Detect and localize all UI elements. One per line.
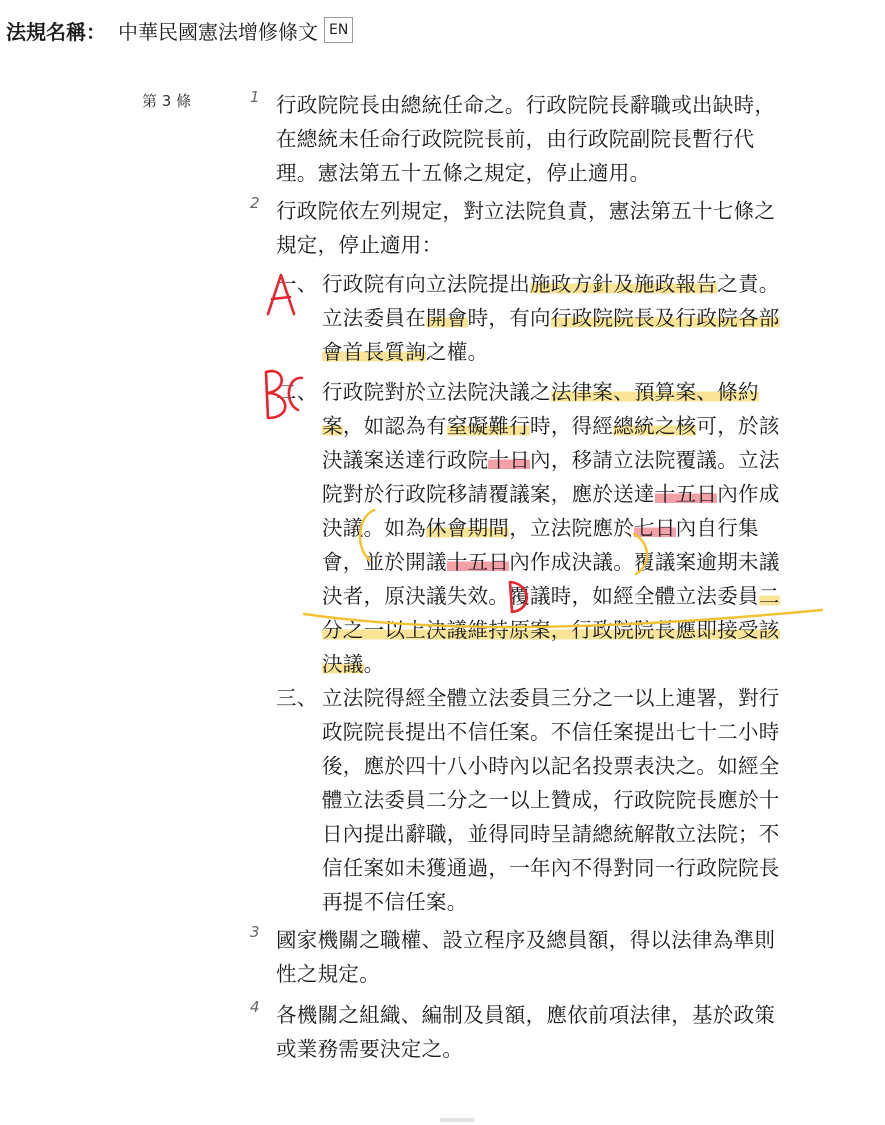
- text-segment: 後，應於四十八小時內以記名投票表決之。如經全: [322, 754, 780, 778]
- item-2-text: [322, 375, 780, 681]
- text-segment: 再提不信任案。: [322, 890, 468, 914]
- text-segment: 體立法委員二分之一以上贊成，行政院院長應於十: [322, 788, 780, 812]
- law-name-label: 法規名稱：: [6, 19, 106, 44]
- item-line: [322, 409, 780, 443]
- text-segment: 時，有向: [467, 306, 551, 330]
- paragraph-line: 規定，停止適用：: [276, 233, 443, 257]
- item-line: [322, 443, 780, 477]
- item-line: [322, 783, 780, 817]
- item-3-text: [322, 681, 780, 919]
- law-name-title: 中華民國憲法增修條文: [118, 19, 318, 44]
- item-line: [322, 681, 780, 715]
- item-line: [322, 715, 780, 749]
- paragraph-4: [276, 998, 775, 1066]
- text-segment: 立法委員在: [322, 306, 426, 330]
- item-line: [322, 579, 780, 613]
- text-segment: 之責。: [717, 272, 780, 296]
- item-line: [322, 647, 780, 681]
- text-segment: 內作成: [717, 482, 780, 506]
- paragraph-line: 行政院院長由總統任命之。行政院院長辭職或出缺時，: [276, 93, 776, 117]
- item-marker-3: 三、: [276, 686, 318, 710]
- item-line: [322, 885, 780, 919]
- item-line: [322, 817, 780, 851]
- paragraph-line: 在總統未任命行政院院長前，由行政院副院長暫行代: [276, 127, 755, 151]
- item-line: [322, 301, 780, 335]
- item-line: [322, 613, 780, 647]
- highlighted-text-yellow: 會首長質詢: [322, 340, 426, 364]
- highlighted-text-yellow: 休會期間: [426, 516, 510, 540]
- text-segment: 決議案送達行政院: [322, 448, 489, 472]
- paragraph-number-4: 4: [250, 998, 260, 1016]
- item-line: [322, 749, 780, 783]
- highlighted-text-yellow: 行政院院長及行政院各部: [550, 306, 780, 330]
- page-bottom-indicator: [440, 1118, 474, 1122]
- item-1-text: [322, 267, 780, 369]
- text-segment: 信任案如未獲通過，一年內不得對同一行政院院長: [322, 856, 780, 880]
- highlighted-text-yellow: 決議: [322, 652, 364, 676]
- text-segment: 會，並於開議: [322, 550, 447, 574]
- paragraph-number-1: 1: [250, 88, 260, 106]
- item-marker-1: 一、: [276, 272, 318, 296]
- item-line: [322, 477, 780, 511]
- text-segment: 內，移請立法院覆議。立法: [530, 448, 780, 472]
- highlighted-text-yellow: 窒礙難行: [446, 414, 531, 438]
- highlighted-text-yellow: 開會: [426, 306, 468, 330]
- item-line: [322, 335, 780, 369]
- text-segment: 可，於該: [696, 414, 780, 438]
- text-segment: 時，得經: [530, 414, 614, 438]
- text-segment: 內自行集: [675, 516, 759, 540]
- english-version-button[interactable]: EN: [324, 17, 353, 43]
- text-segment: ，立法院應於: [509, 516, 635, 540]
- text-segment: 政院院長提出不信任案。不信任案提出七十二小時: [322, 720, 780, 744]
- item-line: [322, 851, 780, 885]
- highlighted-text-yellow: 分之一以上決議維持原案，行政院院長應即接受該: [322, 618, 780, 642]
- highlighted-text-red: 十五日: [654, 482, 718, 506]
- text-segment: 行政院對於立法院決議之: [322, 380, 551, 404]
- highlighted-text-yellow: 施政方針及施政報告: [530, 272, 718, 296]
- paragraph-2: [276, 194, 775, 262]
- text-segment: 行政院有向立法院提出: [322, 272, 530, 296]
- text-segment: 內作成決議。覆議案逾期未議: [509, 550, 780, 574]
- highlighted-text-red: 十日: [488, 448, 531, 472]
- paragraph-number-2: 2: [250, 194, 260, 212]
- paragraph-1: [276, 88, 775, 190]
- item-marker-2: 二、: [276, 380, 318, 404]
- highlighted-text-red: 七日: [634, 516, 676, 540]
- item-line: [322, 375, 780, 409]
- highlighted-text-yellow: 案: [322, 414, 343, 438]
- text-segment: 決議。如為: [322, 516, 426, 540]
- paragraph-line: 國家機關之職權、設立程序及總員額，得以法律為準則: [276, 928, 776, 952]
- highlighted-text-yellow: 法律案、預算案、條約: [550, 380, 759, 404]
- text-segment: 院對於行政院移請覆議案，應於送達: [322, 482, 655, 506]
- paragraph-line: 理。憲法第五十五條之規定，停止適用。: [276, 161, 651, 185]
- item-line: [322, 267, 780, 301]
- paragraph-line: 各機關之組織、編制及員額，應依前項法律，基於政策: [276, 1003, 776, 1027]
- paragraph-line: 行政院依左列規定，對立法院負責，憲法第五十七條之: [276, 199, 776, 223]
- paragraph-number-3: 3: [250, 923, 260, 941]
- item-line: [322, 511, 780, 545]
- highlighted-text-yellow: 總統之核: [613, 414, 697, 438]
- text-segment: ，如認為有: [342, 414, 447, 438]
- paragraph-3: [276, 923, 775, 991]
- highlighted-text-yellow: 二: [758, 584, 780, 608]
- paragraph-line: 或業務需要決定之。: [276, 1037, 464, 1061]
- text-segment: 日內提出辭職，並得同時呈請總統解散立法院；不: [322, 822, 780, 846]
- item-line: [322, 545, 780, 579]
- text-segment: 。: [363, 652, 385, 676]
- law-title-header: [6, 14, 353, 46]
- article-number: 第 3 條: [142, 92, 192, 110]
- text-segment: 之權。: [426, 340, 489, 364]
- text-segment: 決者，原決議失效。覆議時，如經全體立法委員: [322, 584, 759, 608]
- highlighted-text-red: 十五日: [446, 550, 510, 574]
- paragraph-line: 性之規定。: [276, 962, 380, 986]
- text-segment: 立法院得經全體立法委員三分之一以上連署，對行: [322, 686, 780, 710]
